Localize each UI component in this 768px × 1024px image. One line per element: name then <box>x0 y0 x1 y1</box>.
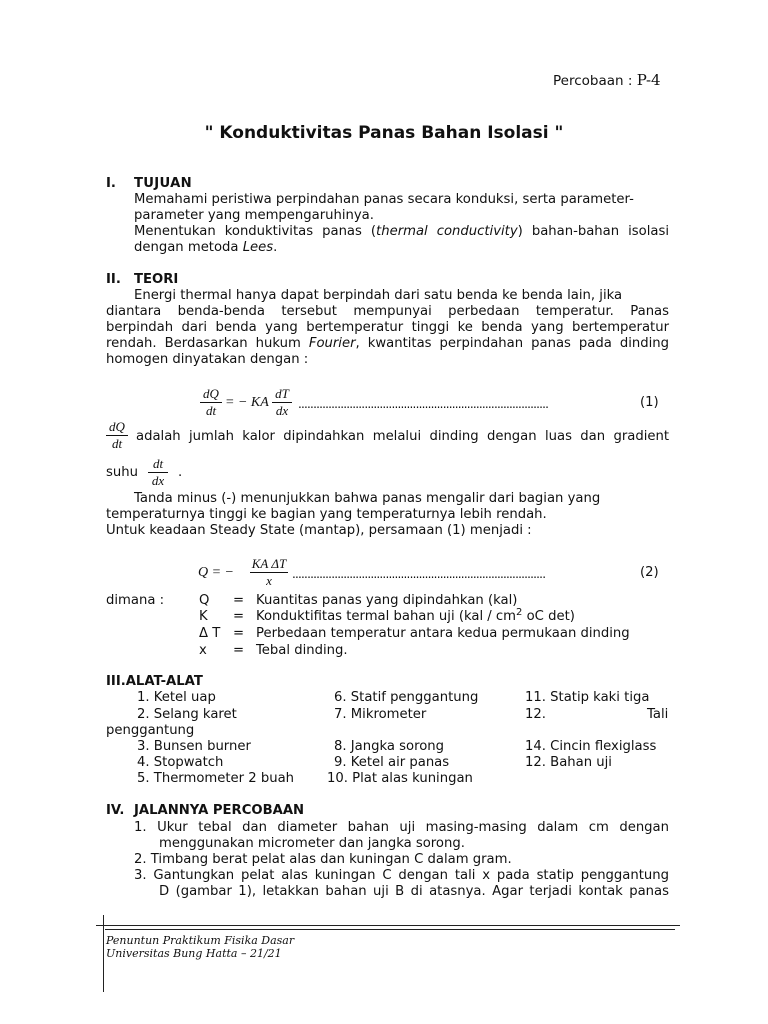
superscript: 2 <box>516 607 523 618</box>
list-item: 1. Ketel uap <box>137 690 216 705</box>
list-item: 5. Thermometer 2 buah <box>137 771 295 786</box>
list-item: 11. Statip kaki tiga <box>525 690 650 705</box>
equation-label: (1) <box>640 395 659 410</box>
text-run: oC det) <box>522 609 575 624</box>
denominator: dt <box>205 403 217 418</box>
list-item: 8. Jangka sorong <box>334 739 445 754</box>
fraction <box>250 557 288 588</box>
leader-dots: ................................................................................... <box>298 397 549 411</box>
section-heading: III.ALAT-ALAT <box>106 674 203 689</box>
text-run: Konduktifitas termal bahan uji (kal / cm <box>256 609 517 624</box>
text-suhu: suhu <box>106 465 138 480</box>
paragraph-line: diantara benda-benda tersebut mempunyai perbedaan temperatur. Panas <box>106 304 669 319</box>
paragraph-line: Tanda minus (-) menunjukkan bahwa panas mengalir dari bagian yang <box>134 491 601 506</box>
list-item: 7. Mikrometer <box>334 707 427 722</box>
equals-sign: = <box>233 593 245 608</box>
text-run: . <box>273 240 278 255</box>
footer-line: Universitas Bung Hatta – 21/21 <box>106 947 282 960</box>
numerator: dQ <box>109 419 125 434</box>
list-item: 1. Ukur tebal dan diameter bahan uji masing-masing dalam cm dengan <box>134 820 669 835</box>
paragraph-line <box>134 224 669 240</box>
paragraph-line: parameter yang mempengaruhinya. <box>134 208 374 223</box>
paragraph-line: homogen dinyatakan dengan : <box>106 352 309 367</box>
leader-dots: .................................................................................... <box>292 567 546 581</box>
list-item: 9. Ketel air panas <box>334 755 450 770</box>
section-number: I. <box>106 176 116 191</box>
footer-vertical-rule <box>103 915 104 992</box>
paragraph-line <box>134 240 277 256</box>
list-item: 3. Bunsen burner <box>137 739 251 754</box>
list-item: 10. Plat alas kuningan <box>327 771 473 786</box>
list-item: 12. Bahan uji <box>525 755 612 770</box>
section-heading: JALANNYA PERCOBAAN <box>134 803 305 818</box>
list-item-continuation: menggunakan micrometer dan jangka sorong. <box>159 836 465 851</box>
fraction <box>272 387 292 418</box>
fraction <box>200 387 222 418</box>
equals-sign: = <box>233 643 245 658</box>
paragraph-line: Untuk keadaan Steady State (mantap), persamaan (1) menjadi : <box>106 523 532 538</box>
experiment-label <box>553 72 661 89</box>
symbol: K <box>199 609 208 624</box>
symbol: Q <box>199 593 210 608</box>
equals-sign: = <box>233 609 245 624</box>
list-item: 6. Statif penggantung <box>334 690 479 705</box>
list-item: 14. Cincin flexiglass <box>525 739 657 754</box>
list-item: 2. Selang karet <box>137 707 237 722</box>
text-run-italic: Fourier <box>308 336 356 351</box>
denominator: dx <box>151 473 165 488</box>
section-number: II. <box>106 272 121 287</box>
text-run: rendah. Berdasarkan hukum <box>106 336 309 351</box>
symbol: x <box>199 643 207 658</box>
list-item: 2. Timbang berat pelat alas dan kuningan C dalam gram. <box>134 852 512 867</box>
list-item-continuation: D (gambar 1), letakkan bahan uji B di atasnya. Agar terjadi kontak panas <box>159 884 669 899</box>
list-item: 4. Stopwatch <box>137 755 224 770</box>
denominator: dt <box>111 436 123 451</box>
paragraph-line: adalah jumlah kalor dipindahkan melalui dinding dengan luas dan gradient <box>136 429 669 444</box>
text-run-italic: Lees <box>242 240 274 255</box>
paragraph-line <box>106 336 669 352</box>
text-run: dengan metoda <box>134 240 243 255</box>
definition-text: Tebal dinding. <box>256 643 348 658</box>
footer-rule-top <box>96 925 680 926</box>
experiment-code: P-4 <box>636 71 661 89</box>
numerator: dT <box>275 386 289 401</box>
list-item-number: 12. <box>525 707 546 722</box>
numerator: dQ <box>203 386 219 401</box>
definition-text: Kuantitas panas yang dipindahkan (kal) <box>256 593 518 608</box>
numerator: dt <box>152 456 164 471</box>
denominator: dx <box>275 403 289 418</box>
equation-middle: = − KA <box>225 395 269 410</box>
experiment-label-text: Percobaan : <box>553 73 633 89</box>
dimana-label: dimana : <box>106 593 165 608</box>
punctuation: . <box>178 465 183 480</box>
paragraph-line: temperaturnya tinggi ke bagian yang temperaturnya lebih rendah. <box>106 507 547 522</box>
equation-label: (2) <box>640 565 659 580</box>
list-item-text: Tali <box>647 707 669 722</box>
footer-rule-bottom <box>105 929 675 930</box>
equals-sign: = <box>233 626 245 641</box>
text-run: ) bahan-bahan isolasi <box>517 224 669 239</box>
paragraph-line: Energi thermal hanya dapat berpindah dari satu benda ke benda lain, jika <box>134 288 623 303</box>
list-item-continuation: penggantung <box>106 723 195 738</box>
definition-text: Perbedaan temperatur antara kedua permukaan dinding <box>256 626 630 641</box>
page-title: " Konduktivitas Panas Bahan Isolasi " <box>204 123 564 143</box>
numerator: KA ΔT <box>251 556 287 571</box>
section-heading: TUJUAN <box>134 176 192 191</box>
section-number: IV. <box>106 803 125 818</box>
text-run: , kwantitas perpindahan panas pada dinding <box>355 336 670 351</box>
list-item: 3. Gantungkan pelat alas kuningan C dengan tali x pada statip penggantung <box>134 868 669 883</box>
paragraph-line: berpindah dari benda yang bertemperatur tinggi ke benda yang bertemperatur <box>106 320 669 335</box>
equation-lhs: Q = − <box>198 565 235 580</box>
fraction <box>148 457 168 488</box>
definition-text <box>256 609 575 626</box>
fraction <box>106 420 128 451</box>
denominator: x <box>266 573 272 588</box>
footer-line: Penuntun Praktikum Fisika Dasar <box>106 934 295 947</box>
section-heading: TEORI <box>134 272 179 287</box>
text-run-italic: thermal conductivity <box>376 224 518 239</box>
text-run: Menentukan konduktivitas panas ( <box>134 224 377 239</box>
paragraph-line: Memahami peristiwa perpindahan panas secara konduksi, serta parameter- <box>134 192 634 207</box>
symbol: Δ T <box>199 626 221 641</box>
